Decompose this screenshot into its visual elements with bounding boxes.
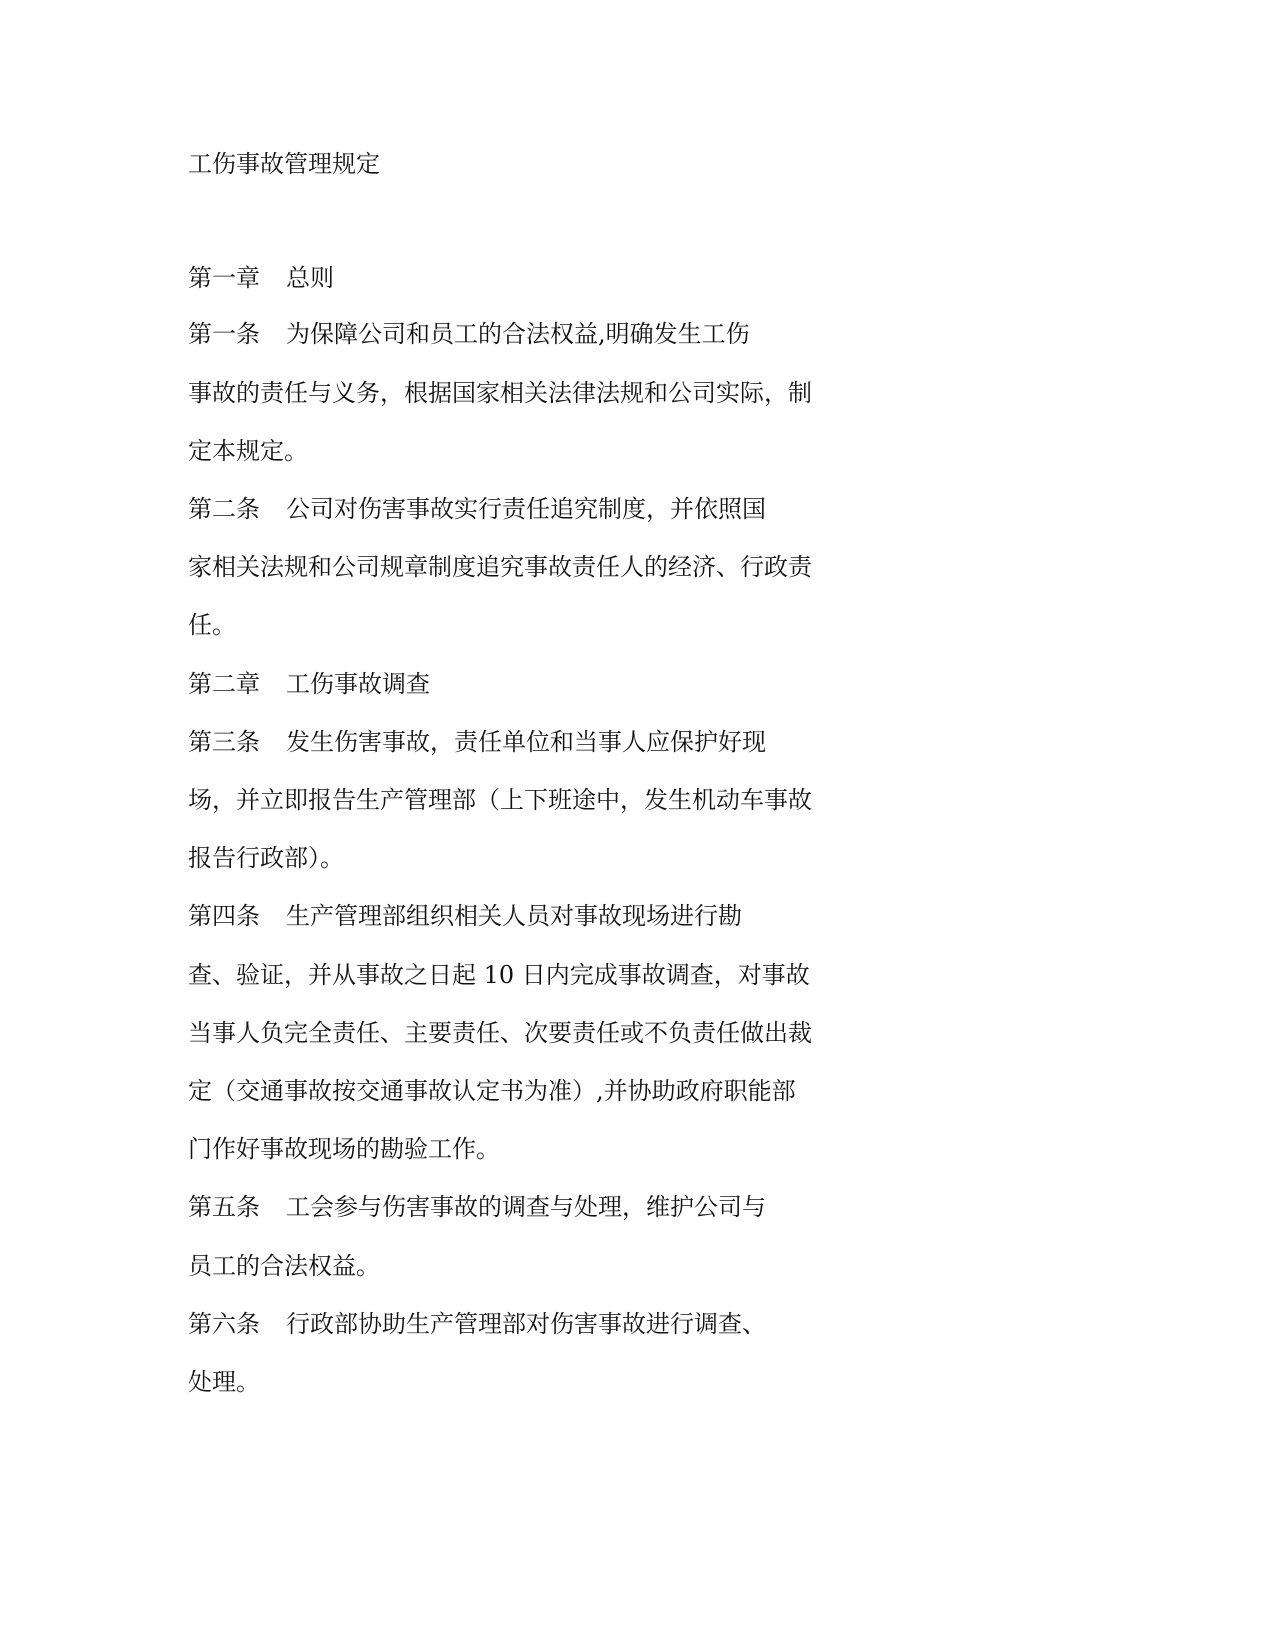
article-3-text-1: 发生伤害事故，责任单位和当事人应保护好现 [286,728,766,756]
article-4-line-3: 当事人负完全责任、主要责任、次要责任或不负责任做出裁 [188,1019,812,1047]
article-6-line-1 [188,1308,766,1340]
article-5-line-2: 员工的合法权益。 [188,1252,380,1280]
article-1-text-1: 为保障公司和员工的合法权益,明确发生工伤 [286,320,750,348]
chapter-1-heading [188,262,334,294]
article-5-line-1 [188,1191,766,1223]
chapter-2-text: 工伤事故调查 [286,670,430,698]
article-4-line-1 [188,900,742,932]
chapter-1-text: 总则 [286,264,334,292]
article-3-line-3: 报告行政部）。 [188,844,344,872]
article-4-label: 第四条 [188,902,260,930]
document-title: 工伤事故管理规定 [188,150,380,178]
chapter-1-label: 第一章 [188,264,260,292]
article-1-line-3: 定本规定。 [188,437,308,465]
article-4-line-5: 门作好事故现场的勘验工作。 [188,1135,500,1163]
article-3-line-1 [188,726,766,758]
article-3-line-2: 场，并立即报告生产管理部（上下班途中，发生机动车事故 [188,786,812,814]
article-6-line-2: 处理。 [188,1368,260,1396]
article-2-line-2: 家相关法规和公司规章制度追究事故责任人的经济、行政责 [188,553,812,581]
article-5-text-1: 工会参与伤害事故的调查与处理，维护公司与 [286,1193,766,1221]
chapter-2-heading [188,668,430,700]
article-1-line-2: 事故的责任与义务，根据国家相关法律法规和公司实际，制 [188,379,812,407]
article-2-line-1 [188,493,766,525]
article-6-text-1: 行政部协助生产管理部对伤害事故进行调查、 [286,1310,766,1338]
article-2-label: 第二条 [188,495,260,523]
article-3-label: 第三条 [188,728,260,756]
article-4-line-4: 定（交通事故按交通事故认定书为准）,并协助政府职能部 [188,1077,796,1105]
article-2-line-3: 任。 [188,611,236,639]
article-4-text-1: 生产管理部组织相关人员对事故现场进行勘 [286,902,742,930]
article-6-label: 第六条 [188,1310,260,1338]
article-4-line-2: 查、验证，并从事故之日起 10 日内完成事故调查，对事故 [188,961,810,989]
article-1-label: 第一条 [188,320,260,348]
article-5-label: 第五条 [188,1193,260,1221]
article-1-line-1 [188,318,750,350]
chapter-2-label: 第二章 [188,670,260,698]
article-2-text-1: 公司对伤害事故实行责任追究制度，并依照国 [286,495,766,523]
